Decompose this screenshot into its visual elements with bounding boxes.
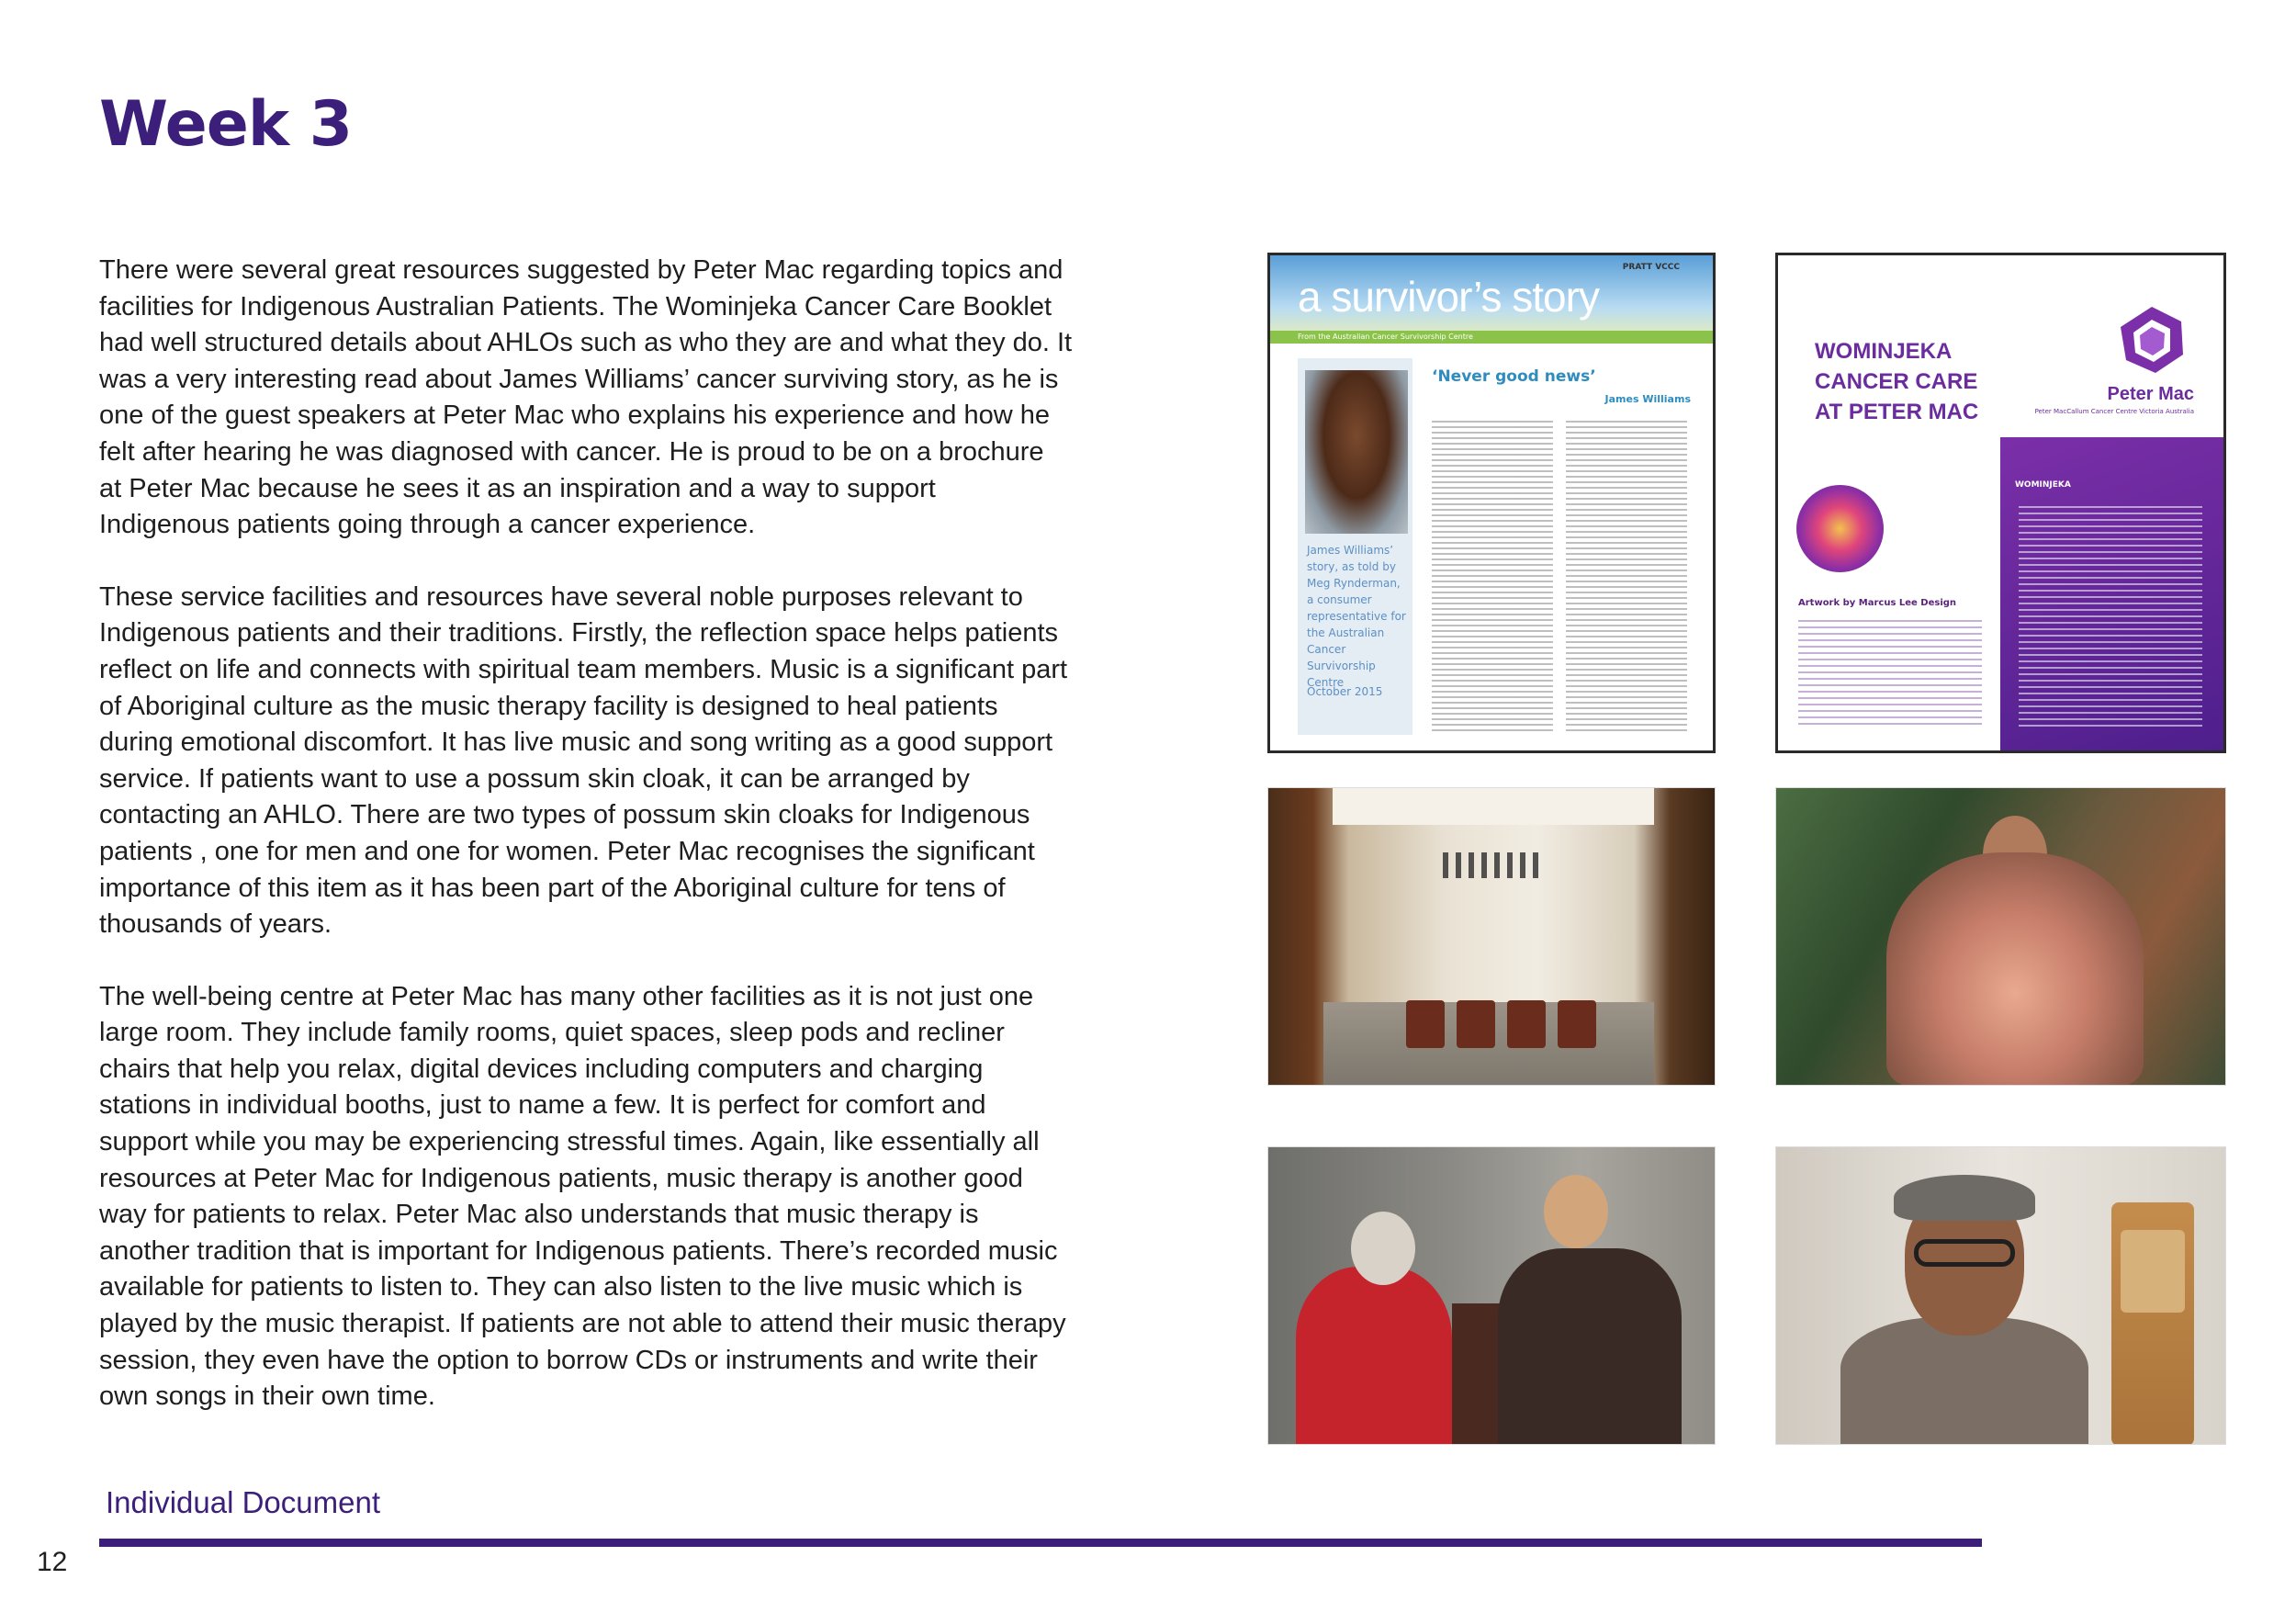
panel-heading: WOMINJEKA xyxy=(2015,480,2071,490)
sponsor-logos: PRATT VCCC xyxy=(1622,263,1680,272)
patient-head xyxy=(1351,1212,1415,1285)
body-text xyxy=(99,253,1073,1451)
footer-rule xyxy=(99,1539,1982,1547)
therapist-head xyxy=(1544,1175,1608,1248)
music-therapy-photo xyxy=(1267,1146,1716,1445)
chair xyxy=(1457,1000,1495,1048)
guitar-headstock xyxy=(2121,1230,2185,1313)
reflection-room-photo xyxy=(1267,787,1716,1086)
page-title: Week 3 xyxy=(99,88,353,161)
title-line-1: WOMINJEKA xyxy=(1815,339,1953,364)
possum-cloak xyxy=(1886,852,2144,1086)
glasses xyxy=(1914,1239,2015,1267)
wominjeka-title xyxy=(1815,336,1978,427)
paragraph-2: These service facilities and resources have several noble purposes relevant to Indigenous patients and their traditions. Firstly, the reflection space helps patients reflect on life and connects with spiritual team members. Music is a significant part of Aboriginal culture as the music therapy facility is designed to heal patients during emotional discomfort. It has live music and song writing as a good support service. If patients want to use a possum skin cloak, it can be arranged by contacting an AHLO. There are two types of possum skin cloaks for Indigenous patients , one for men and one for women. Peter Mac recognises the significant importance of this item as it has been part of the Aboriginal culture for tens of thousands of years. xyxy=(99,581,1068,940)
paragraph-1: There were several great resources suggested by Peter Mac regarding topics and facilities for Indigenous Australian Patients. The Wominjeka Cancer Care Booklet had well structured details about AHLOs such as who they are and what they do. It was a very interesting read about James Williams’ cancer surviving story, as he is one of the guest speakers at Peter Mac who explains his experience and how he felt after hearing he was diagnosed with cancer. He is proud to be on a brochure at Peter Mac because he sees it as an inspiration and a way to support Indigenous patients going through a cancer experience. xyxy=(99,255,1073,540)
survivor-story-brochure xyxy=(1267,253,1716,753)
page-number: 12 xyxy=(37,1547,68,1577)
wominjeka-brochure xyxy=(1775,253,2226,753)
paragraph-3: The well-being centre at Peter Mac has many other facilities as it is not just one large room. They include family rooms, quiet spaces, sleep pods and recliner chairs that help you relax, digital devices including computers and charging stations in individual booths, just to name a few. It is perfect for comfort and support while you may be experiencing stressful times. Again, like essentially all resources at Peter Mac for Indigenous patients, music therapy is another good way for patients to relax. Peter Mac also understands that music therapy is another tradition that is important for Indigenous patients. There’s recorded music available for patients to listen to. They can also listen to the live music which is played by the music therapist. If patients are not able to attend their music therapy session, they even have the option to borrow CDs or instruments and write their own songs in their own time. xyxy=(99,981,1066,1412)
footer-label: Individual Document xyxy=(106,1485,380,1519)
quote-title: ‘Never good news’ xyxy=(1432,367,1596,386)
sidebar-caption: James Williams’ story, as told by Meg Rynderman, a consumer representative for the Australian Cancer Survivorship Centre xyxy=(1307,544,1406,689)
artwork-text-lines xyxy=(1798,615,1982,726)
artwork-caption: Artwork by Marcus Lee Design xyxy=(1798,598,1957,608)
aboriginal-artwork xyxy=(1796,485,1884,572)
wall-art xyxy=(1443,852,1544,878)
brochure-strip: From the Australian Cancer Survivorship Centre xyxy=(1270,331,1713,344)
logo-subtitle: Peter MacCallum Cancer Centre Victoria Australia xyxy=(2034,408,2194,415)
man-coat xyxy=(1840,1317,2088,1445)
man-cap xyxy=(1894,1175,2035,1221)
byline: James Williams xyxy=(1604,393,1691,405)
chair xyxy=(1507,1000,1546,1048)
brochure-heading: a survivor’s story xyxy=(1298,273,1599,321)
peter-mac-logo-icon xyxy=(2115,303,2189,377)
chair xyxy=(1558,1000,1596,1048)
possum-skin-cloak-photo xyxy=(1775,787,2226,1086)
article-column-2 xyxy=(1566,417,1687,734)
title-line-2: CANCER CARE xyxy=(1815,369,1978,394)
chair xyxy=(1406,1000,1445,1048)
sidebar-date: October 2015 xyxy=(1307,685,1383,698)
logo-name: Peter Mac xyxy=(2107,384,2194,404)
man-with-guitar-photo xyxy=(1775,1146,2226,1445)
patient-red-jacket xyxy=(1296,1267,1452,1445)
ceiling xyxy=(1333,788,1654,825)
article-column-1 xyxy=(1432,417,1553,734)
therapist-figure xyxy=(1498,1248,1682,1445)
title-line-3: AT PETER MAC xyxy=(1815,400,1979,424)
panel-text-lines xyxy=(2019,502,2202,731)
portrait-photo xyxy=(1305,370,1408,534)
